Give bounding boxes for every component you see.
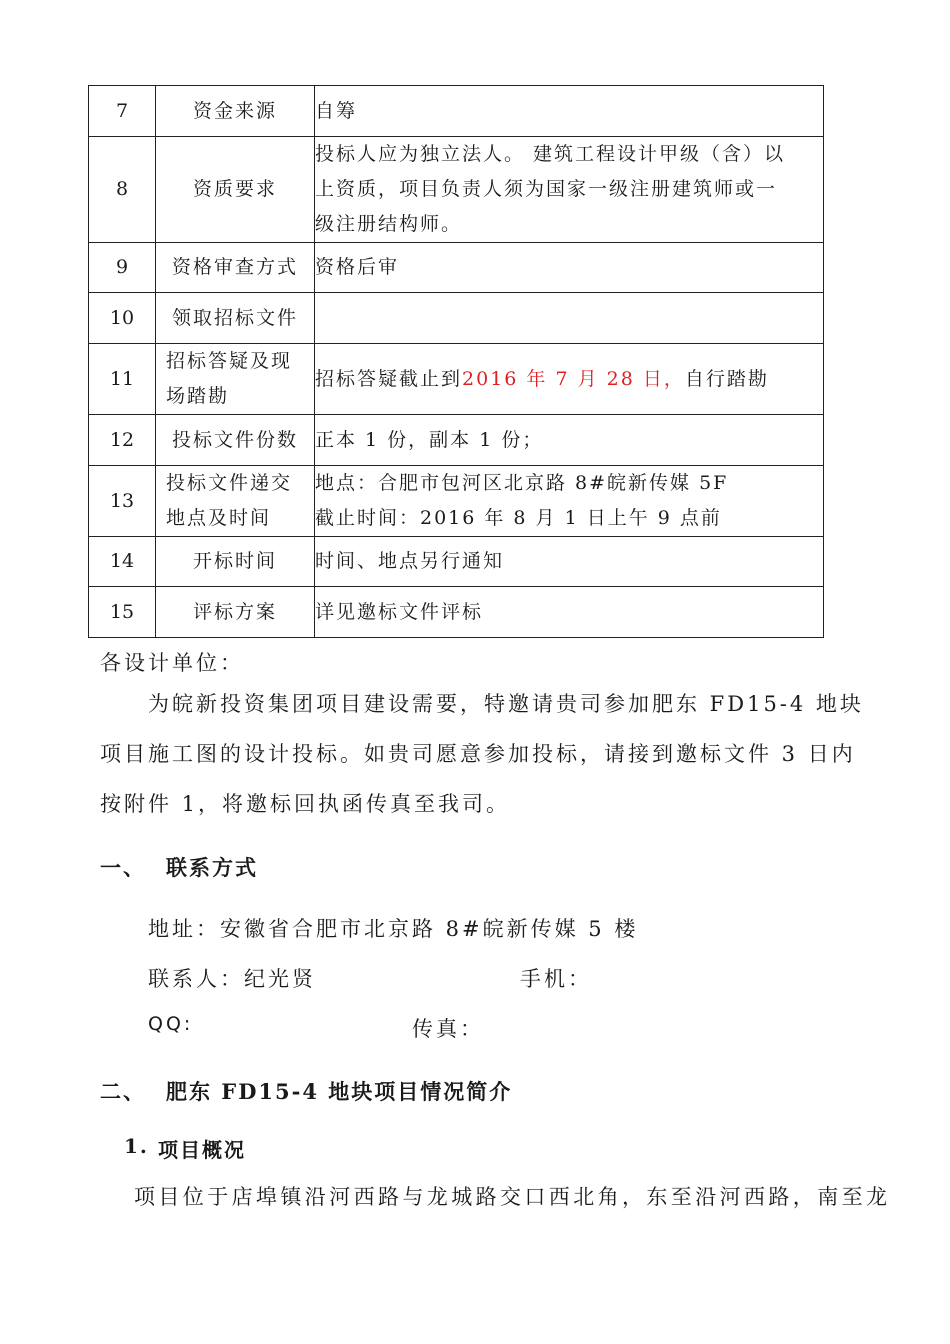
value-line: 级注册结构师。: [315, 213, 463, 235]
row-number: 13: [89, 466, 156, 537]
row-number: 9: [89, 243, 156, 293]
row-value: 正本 1 份，副本 1 份；: [315, 415, 824, 466]
table-row: [89, 344, 824, 415]
deadline-date-highlight: 2016 年 7 月 28 日，: [462, 367, 685, 390]
row-number: 11: [89, 344, 156, 415]
table-row: [89, 537, 824, 587]
table-row: [89, 293, 824, 344]
subsection-title: 项目概况: [158, 1138, 246, 1162]
contact-qq: QQ:: [148, 1013, 194, 1035]
row-value: 详见邀标文件评标: [315, 587, 824, 638]
value-line: 截止时间：2016 年 8 月 1 日上午 9 点前: [315, 507, 722, 529]
row-item: 开标时间: [156, 537, 315, 587]
contact-fax: 传真：: [412, 1017, 484, 1041]
value-line: 地点：合肥市包河区北京路 8#皖新传媒 5F: [315, 472, 729, 494]
section-number: 一、: [100, 855, 146, 880]
value-line: 投标人应为独立法人。 建筑工程设计甲级（含）以: [315, 143, 786, 165]
table-row: [89, 86, 824, 137]
row-value: 自筹: [315, 86, 824, 137]
contact-person: 联系人：纪光贤: [148, 967, 316, 991]
paragraph-line: 为皖新投资集团项目建设需要，特邀请贵司参加肥东 FD15-4 地块: [148, 692, 864, 716]
paragraph-line: 项目施工图的设计投标。如贵司愿意参加投标，请接到邀标文件 3 日内: [100, 742, 856, 766]
subsection-number: 1.: [124, 1134, 149, 1158]
paragraph-line: 项目位于店埠镇沿河西路与龙城路交口西北角，东至沿河西路，南至龙: [134, 1185, 891, 1209]
row-value: [315, 293, 824, 344]
contact-phone: 手机：: [520, 967, 592, 991]
row-value: 时间、地点另行通知: [315, 537, 824, 587]
row-item: 资金来源: [156, 86, 315, 137]
row-value: 资格后审: [315, 243, 824, 293]
row-number: 15: [89, 587, 156, 638]
item-line: 场踏勘: [166, 385, 230, 407]
row-item: [156, 466, 315, 537]
row-item: 评标方案: [156, 587, 315, 638]
value-text: 招标答疑截止到: [315, 367, 463, 390]
section-title: 肥东 FD15-4 地块项目情况简介: [166, 1079, 513, 1104]
row-item: 投标文件份数: [156, 415, 315, 466]
table-row: [89, 466, 824, 537]
item-line: 招标答疑及现: [166, 350, 293, 372]
row-number: 10: [89, 293, 156, 344]
row-number: 7: [89, 86, 156, 137]
row-value: [315, 137, 824, 243]
row-value: [315, 344, 824, 415]
row-number: 8: [89, 137, 156, 243]
row-number: 14: [89, 537, 156, 587]
contact-address: 地址：安徽省合肥市北京路 8#皖新传媒 5 楼: [148, 917, 639, 941]
table-row: [89, 137, 824, 243]
section-title: 联系方式: [166, 855, 258, 880]
section-number: 二、: [100, 1079, 146, 1104]
row-number: 12: [89, 415, 156, 466]
row-value: [315, 466, 824, 537]
value-line: 上资质，项目负责人须为国家一级注册建筑师或一: [315, 178, 778, 200]
table-row: [89, 587, 824, 638]
row-item: 资质要求: [156, 137, 315, 243]
table-row: [89, 415, 824, 466]
row-item: 领取招标文件: [156, 293, 315, 344]
item-line: 地点及时间: [166, 507, 272, 529]
bid-info-table: [88, 85, 824, 638]
paragraph-line: 按附件 1，将邀标回执函传真至我司。: [100, 792, 511, 816]
item-line: 投标文件递交: [166, 472, 293, 494]
row-item: 资格审查方式: [156, 243, 315, 293]
table-row: [89, 243, 824, 293]
value-text: 自行踏勘: [684, 367, 769, 390]
salutation: 各设计单位：: [100, 651, 244, 675]
row-item: [156, 344, 315, 415]
